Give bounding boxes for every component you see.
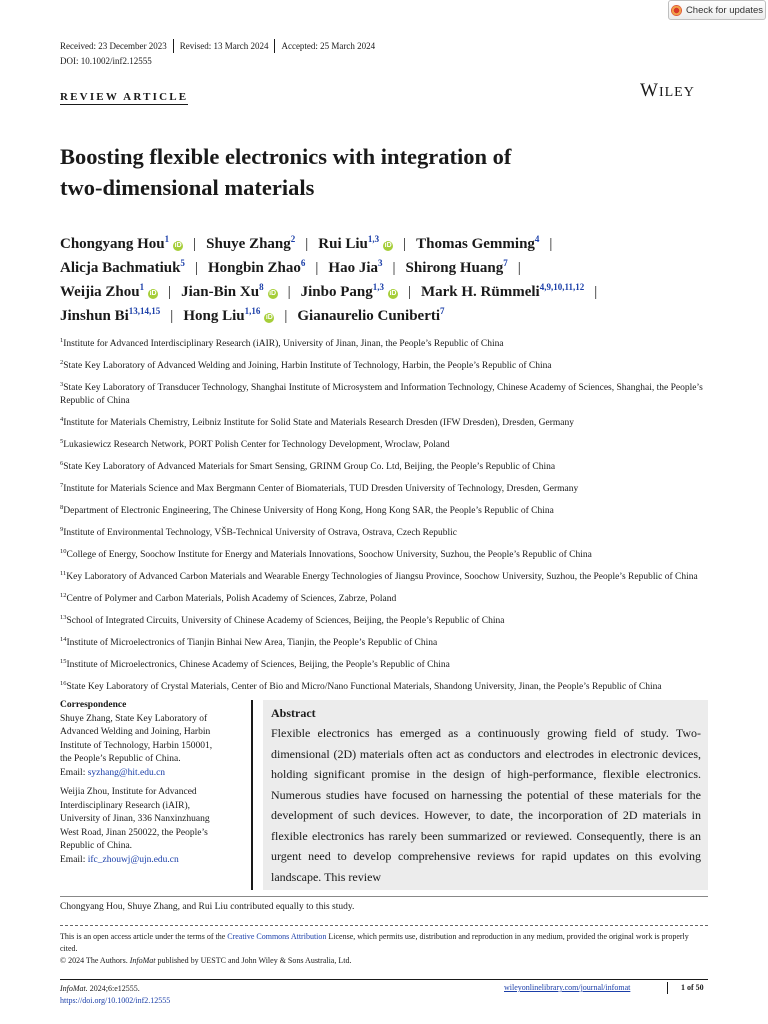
author-separator: | [168, 284, 172, 300]
copyright-text: published by UESTC and John Wiley & Sons Australia, Ltd. [155, 956, 352, 965]
author-separator: | [287, 284, 291, 300]
article-doi: DOI: 10.1002/inf2.12555 [60, 56, 152, 66]
author-affiliation-sup[interactable]: 13,14,15 [128, 306, 161, 316]
author-name[interactable]: Alicja Bachmatiuk [60, 260, 181, 276]
publisher-logo [640, 80, 695, 102]
article-dates [60, 39, 375, 53]
correspondence-entry [60, 786, 240, 867]
author-affiliation-sup[interactable]: 1 [164, 234, 170, 244]
footer-doi-link[interactable]: https://doi.org/10.1002/inf2.12555 [60, 996, 171, 1005]
affiliation-text: Institute of Microelectronics, Chinese Academy of Sciences, Beijing, the People’s Republic of China [66, 660, 450, 670]
affiliation-number: 13 [60, 614, 67, 621]
author-affiliation-sup[interactable]: 5 [180, 258, 185, 268]
abstract-text: Flexible electronics has emerged as a continuously growing field of study. Two-dimensional (2D) materials often act as conductors and electrodes in electronic devices, holding significant promise in the design of high-performance, flexible electronics. Numerous studies have focused on harnessing the potential of these materials for the development of such devices. However, to date, the incorporation of 2D materials in flexible electronics has rarely been summarized or reviewed. Consequently, there is an urgent need to develop comprehensive reviews for rapid updates on this evolving landscape. This review [271, 726, 701, 884]
date-separator [274, 39, 275, 53]
author-name[interactable]: Thomas Gemming [416, 236, 535, 252]
author-affiliation-sup[interactable]: 1,16 [244, 306, 261, 316]
author-separator: | [284, 308, 288, 324]
affiliation-item [60, 334, 706, 351]
affiliation-number: 3 [60, 381, 64, 388]
email-label: Email: [60, 767, 88, 778]
correspondence-heading: Correspondence [60, 700, 127, 710]
footer-journal: InfoMat. [60, 984, 88, 993]
affiliation-item [60, 589, 706, 606]
affiliation-text: School of Integrated Circuits, University of Chinese Academy of Sciences, Beijing, the People’s Republic of China [66, 616, 505, 626]
author-separator: | [392, 260, 396, 276]
author-separator: | [193, 236, 197, 252]
affiliation-text: Institute for Materials Science and Max Bergmann Center of Biomaterials, TUD Dresden University of Technology, Dresden, Germany [63, 484, 579, 494]
accepted-date: Accepted: 25 March 2024 [281, 41, 376, 51]
affiliation-item [60, 413, 706, 430]
author-affiliation-sup[interactable]: 6 [300, 258, 306, 268]
copyright-line [60, 955, 708, 967]
creative-commons-link[interactable]: Creative Commons Attribution [227, 932, 327, 941]
publisher-logo-rest: ILEY [658, 85, 695, 100]
abstract-divider [251, 700, 253, 890]
correspondence-entry [60, 713, 240, 781]
correspondence-line: Republic of China. [60, 841, 133, 851]
author-affiliation-sup[interactable]: 3 [378, 258, 383, 268]
check-for-updates-button[interactable] [668, 0, 766, 20]
publisher-logo-initial: W [640, 80, 659, 101]
affiliation-number: 15 [60, 658, 67, 665]
affiliation-number: 11 [60, 570, 67, 577]
author-separator: | [315, 260, 319, 276]
affiliation-item [60, 567, 706, 584]
affiliation-text: State Key Laboratory of Crystal Materials, Center of Bio and Micro/Nano Functional Materials, Shandong University, Jinan, the People’s Republic of China [66, 682, 662, 692]
paper-title [60, 141, 680, 203]
affiliation-item [60, 479, 706, 496]
author-name[interactable]: Hong Liu [183, 308, 245, 324]
copyright-text: © 2024 The Authors. [60, 956, 130, 965]
author-name[interactable]: Mark H. Rümmeli [420, 284, 540, 300]
affiliation-number: 2 [60, 359, 64, 366]
author-separator: | [170, 308, 174, 324]
affiliation-text: Centre of Polymer and Carbon Materials, Polish Academy of Sciences, Zabrze, Poland [66, 594, 397, 604]
correspondence [60, 699, 240, 873]
affiliation-item [60, 523, 706, 540]
title-line: Boosting flexible electronics with integration of [60, 144, 512, 169]
affiliation-number: 8 [60, 504, 64, 511]
orcid-icon[interactable]: iD [265, 314, 273, 321]
affiliation-number: 10 [60, 548, 67, 555]
footer-divider [60, 979, 708, 980]
author-line [60, 227, 720, 251]
license-note [60, 931, 708, 967]
correspondence-line: West Road, Jinan 250022, the People’s [60, 827, 208, 838]
author-separator: | [305, 236, 309, 252]
author-separator: | [549, 236, 553, 252]
affiliation-number: 14 [60, 636, 67, 643]
author-affiliation-sup[interactable]: 7 [440, 306, 445, 316]
correspondence-line: the People’s Republic of China. [60, 754, 181, 764]
license-text: This is an open access article under the terms of the [60, 932, 228, 941]
affiliation-number: 6 [60, 460, 64, 467]
date-separator [173, 39, 174, 53]
affiliation-number: 12 [60, 592, 67, 599]
affiliation-text: State Key Laboratory of Advanced Materials for Smart Sensing, GRINM Group Co. Ltd, Beijing, the People’s Republic of China [63, 462, 556, 472]
affiliation-text: Lukasiewicz Research Network, PORT Polish Center for Technology Development, Wroclaw, Poland [63, 440, 450, 450]
affiliation-item [60, 378, 706, 408]
affiliation-number: 5 [60, 438, 64, 445]
author-name[interactable]: Chongyang Hou [60, 236, 165, 252]
affiliation-item [60, 435, 706, 452]
author-name[interactable]: Shuye Zhang [206, 236, 291, 252]
page-number: 1 of 50 [681, 983, 704, 992]
journal-url-link[interactable]: wileyonlinelibrary.com/journal/infomat [504, 983, 631, 992]
author-affiliation-sup[interactable]: 4,9,10,11,12 [539, 282, 585, 292]
affiliation-text: College of Energy, Soochow Institute for Energy and Materials Innovations, Soochow University, Suzhou, the People’s Republic of China [66, 550, 592, 560]
orcid-icon[interactable]: iD [269, 290, 277, 297]
author-name[interactable]: Weijia Zhou [60, 284, 140, 300]
affiliation-item [60, 457, 706, 474]
affiliation-number: 4 [60, 416, 64, 423]
correspondence-line: Advanced Welding and Joining, Harbin [60, 727, 211, 737]
affiliation-number: 9 [60, 526, 64, 533]
author-name[interactable]: Hao Jia [328, 260, 379, 276]
author-separator: | [407, 284, 411, 300]
author-name[interactable]: Jinshun Bi [60, 308, 129, 324]
received-date: Received: 23 December 2023 [60, 41, 167, 51]
author-line [60, 299, 720, 323]
author-name[interactable]: Rui Liu [318, 236, 368, 252]
author-line [60, 275, 720, 299]
affiliation-text: Institute for Advanced Interdisciplinary Research (iAIR), University of Jinan, Jinan, the People’s Republic of China [63, 339, 504, 349]
author-separator: | [403, 236, 407, 252]
title-line: two-dimensional materials [60, 175, 315, 200]
affiliation-item [60, 545, 706, 562]
license-line [60, 931, 708, 955]
affiliation-item [60, 356, 706, 373]
author-name[interactable]: Hongbin Zhao [207, 260, 301, 276]
dashed-divider [60, 925, 708, 926]
revised-date: Revised: 13 March 2024 [179, 41, 269, 51]
footer-citation-text: 2024;6:e12555. [87, 984, 140, 993]
author-affiliation-sup[interactable]: 8 [259, 282, 264, 292]
author-affiliation-sup[interactable]: 4 [534, 234, 540, 244]
footer-separator [667, 982, 668, 994]
author-separator: | [517, 260, 521, 276]
orcid-icon[interactable]: iD [389, 290, 397, 297]
author-affiliation-sup[interactable]: 1 [139, 282, 145, 292]
affiliation-text: Key Laboratory of Advanced Carbon Materials and Wearable Energy Technologies of Jiangsu Province, Soochow University, Suzhou, the People’s Republic of China [66, 572, 698, 582]
affiliation-text: State Key Laboratory of Advanced Welding and Joining, Harbin Institute of Technology, Harbin, the People’s Republic of China [63, 361, 552, 371]
affiliation-item [60, 655, 706, 672]
author-list [60, 227, 720, 323]
author-separator: | [594, 284, 598, 300]
author-affiliation-sup[interactable]: 2 [290, 234, 296, 244]
email-label: Email: [60, 854, 88, 865]
affiliation-item [60, 677, 706, 694]
check-for-updates-label: Check for updates [685, 4, 764, 16]
correspondence-line: Institute of Technology, Harbin 150001, [60, 740, 213, 751]
affiliation-item [60, 501, 706, 518]
author-affiliation-sup[interactable]: 7 [503, 258, 508, 268]
article-type: REVIEW ARTICLE [60, 91, 189, 103]
correspondence-line: Weijia Zhou, Institute for Advanced [60, 787, 197, 797]
copyright-journal: InfoMat [129, 956, 156, 965]
email-link[interactable]: syzhang@hit.edu.cn [87, 767, 166, 778]
crossmark-icon [671, 5, 682, 16]
affiliation-text: State Key Laboratory of Transducer Technology, Shanghai Institute of Microsystem and Information Technology, Chinese Academy of Sciences, Shanghai, the People’s Republic of China [60, 383, 703, 406]
abstract-heading: Abstract [271, 706, 316, 720]
orcid-icon[interactable]: iD [174, 242, 182, 249]
author-name[interactable]: Jinbo Pang [300, 284, 373, 300]
author-affiliation-sup[interactable]: 1,3 [367, 234, 380, 244]
divider [60, 896, 708, 897]
orcid-icon[interactable]: iD [149, 290, 157, 297]
author-separator: | [194, 260, 198, 276]
affiliation-text: Institute of Environmental Technology, VŠB-Technical University of Ostrava, Ostrava, Czech Republic [63, 528, 457, 538]
affiliation-number: 16 [60, 680, 67, 687]
author-line [60, 251, 720, 275]
correspondence-line: University of Jinan, 336 Nanxinzhuang [60, 814, 210, 824]
affiliation-number: 7 [60, 482, 64, 489]
affiliation-text: Institute of Microelectronics of Tianjin Binhai New Area, Tianjin, the People’s Republic of China [66, 638, 438, 648]
affiliation-item [60, 611, 706, 628]
correspondence-line: Interdisciplinary Research (iAIR), [60, 800, 191, 811]
author-affiliation-sup[interactable]: 1,3 [372, 282, 384, 292]
author-name[interactable]: Jian-Bin Xu [181, 284, 260, 300]
equal-contribution-note: Chongyang Hou, Shuye Zhang, and Rui Liu contributed equally to this study. [60, 902, 355, 912]
affiliation-text: Department of Electronic Engineering, The Chinese University of Hong Kong, Hong Kong SAR, the People’s Republic of China [63, 506, 554, 516]
affiliation-text: Institute for Materials Chemistry, Leibniz Institute for Solid State and Materials Research Dresden (IFW Dresden), Dresden, Germany [63, 418, 574, 428]
affiliation-number: 1 [60, 337, 64, 344]
affiliation-list [60, 334, 706, 699]
affiliation-item [60, 633, 706, 650]
license-text: License, which permits use, distribution and reproduction in any medium, provided the original work is properly cited. [60, 932, 689, 953]
orcid-icon[interactable]: iD [384, 242, 392, 249]
correspondence-line: Shuye Zhang, State Key Laboratory of [60, 713, 208, 724]
author-name[interactable]: Gianaurelio Cuniberti [297, 308, 441, 324]
footer-citation [60, 983, 170, 1007]
author-name[interactable]: Shirong Huang [405, 260, 504, 276]
email-link[interactable]: ifc_zhouwj@ujn.edu.cn [87, 854, 179, 865]
